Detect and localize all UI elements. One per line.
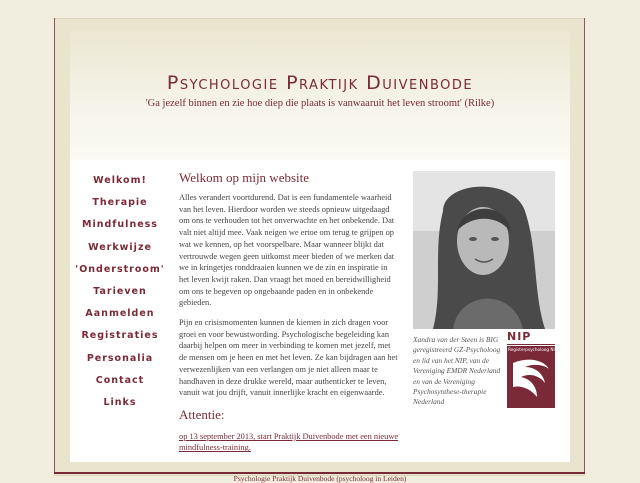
frame-border-left bbox=[54, 18, 55, 474]
nav-item-welkom[interactable]: Welkom! bbox=[93, 175, 147, 186]
nip-logo-subtitle: Registerpsycholoog NIP bbox=[508, 347, 558, 352]
second-paragraph: Pijn en crisismomenten kunnen de kiemen in zich dragen voor groei en voor bewustwording. Psychologische begeleiding kan daarbij helpen om meer in verbinding te komen met jezelf, met de mensen om je heen en met het leven. Ze kan bijdragen aan het verwezenlijken van een verlangen om je niet alleen maar te handhaven in deze drukke wereld, maar authenticker te leven, vanuit wat jou drijft, vanuit innerlijke kracht en eigenwaarde. bbox=[179, 318, 398, 398]
content-area bbox=[70, 160, 570, 462]
news-link[interactable]: op 13 september 2013, start Praktijk Duivenbode met een nieuwe mindfulness-training. bbox=[179, 431, 399, 453]
portrait-photo bbox=[413, 171, 555, 329]
frame-border-right bbox=[584, 18, 585, 474]
site-title: Psychologie Praktijk Duivenbode bbox=[166, 72, 474, 94]
site-footer: Psychologie Praktijk Duivenbode (psycholoog in Leiden) bbox=[233, 474, 407, 483]
nav-item-aanmelden[interactable]: Aanmelden bbox=[85, 308, 155, 320]
page-heading: Welkom op mijn website bbox=[179, 170, 310, 185]
nip-logo[interactable] bbox=[507, 330, 558, 415]
nip-logo-text: NIP bbox=[507, 330, 532, 343]
nav-item-tarieven[interactable]: Tarieven bbox=[93, 285, 147, 297]
main-content bbox=[179, 170, 399, 454]
portrait-illustration bbox=[413, 171, 555, 329]
nav-item-onderstroom[interactable]: 'Onderstroom' bbox=[75, 263, 165, 275]
site-header bbox=[70, 30, 570, 160]
nav-item-registraties[interactable]: Registraties bbox=[81, 330, 159, 342]
main-nav bbox=[70, 172, 170, 416]
nip-emblem-icon bbox=[507, 353, 555, 408]
site-motto: 'Ga jezelf binnen en zie hoe diep die plaats is vanwaaruit het leven stroomt' (Rilke) bbox=[145, 98, 495, 109]
nav-item-contact[interactable]: Contact bbox=[95, 374, 145, 386]
attention-heading: Attentie: bbox=[179, 406, 225, 422]
photo-caption: Xandra van der Steen is BIG geregistreerd GZ-Psycholoog en lid van het NIP, van de Vereniging EMDR Nederland en van de Vereniging Psychosynthese-therapie Nederland bbox=[413, 335, 501, 407]
nav-item-therapie[interactable]: Therapie bbox=[92, 197, 148, 209]
nav-item-personalia[interactable]: Personalia bbox=[86, 352, 154, 364]
nav-item-werkwijze[interactable]: Werkwijze bbox=[88, 241, 152, 253]
nav-item-links[interactable]: Links bbox=[103, 396, 137, 408]
nav-item-mindfulness[interactable]: Mindfulness bbox=[82, 219, 158, 231]
intro-paragraph: Alles verandert voortdurend. Dat is een fundamentele waarheid van het leven. Hierdoor worden we steeds opnieuw uitgedaagd om ons te verhouden tot het onverwachte en het onbekende. Dat valt niet altijd mee. Vaak neigen we ertoe om terug te grijpen op wat we kennen, op het voorspelbare. Maar wanneer blijkt dat vertrouwde wegen geen uitkomst meer bieden of we merken dat we in kringetjes ronddraaien kunnen we de zin en inspiratie in het leven kwijt raken. Dan vraagt het moed en bereidwilligheid om ons te begeven op ongebaande paden en in onbekende gebieden. bbox=[179, 193, 395, 308]
